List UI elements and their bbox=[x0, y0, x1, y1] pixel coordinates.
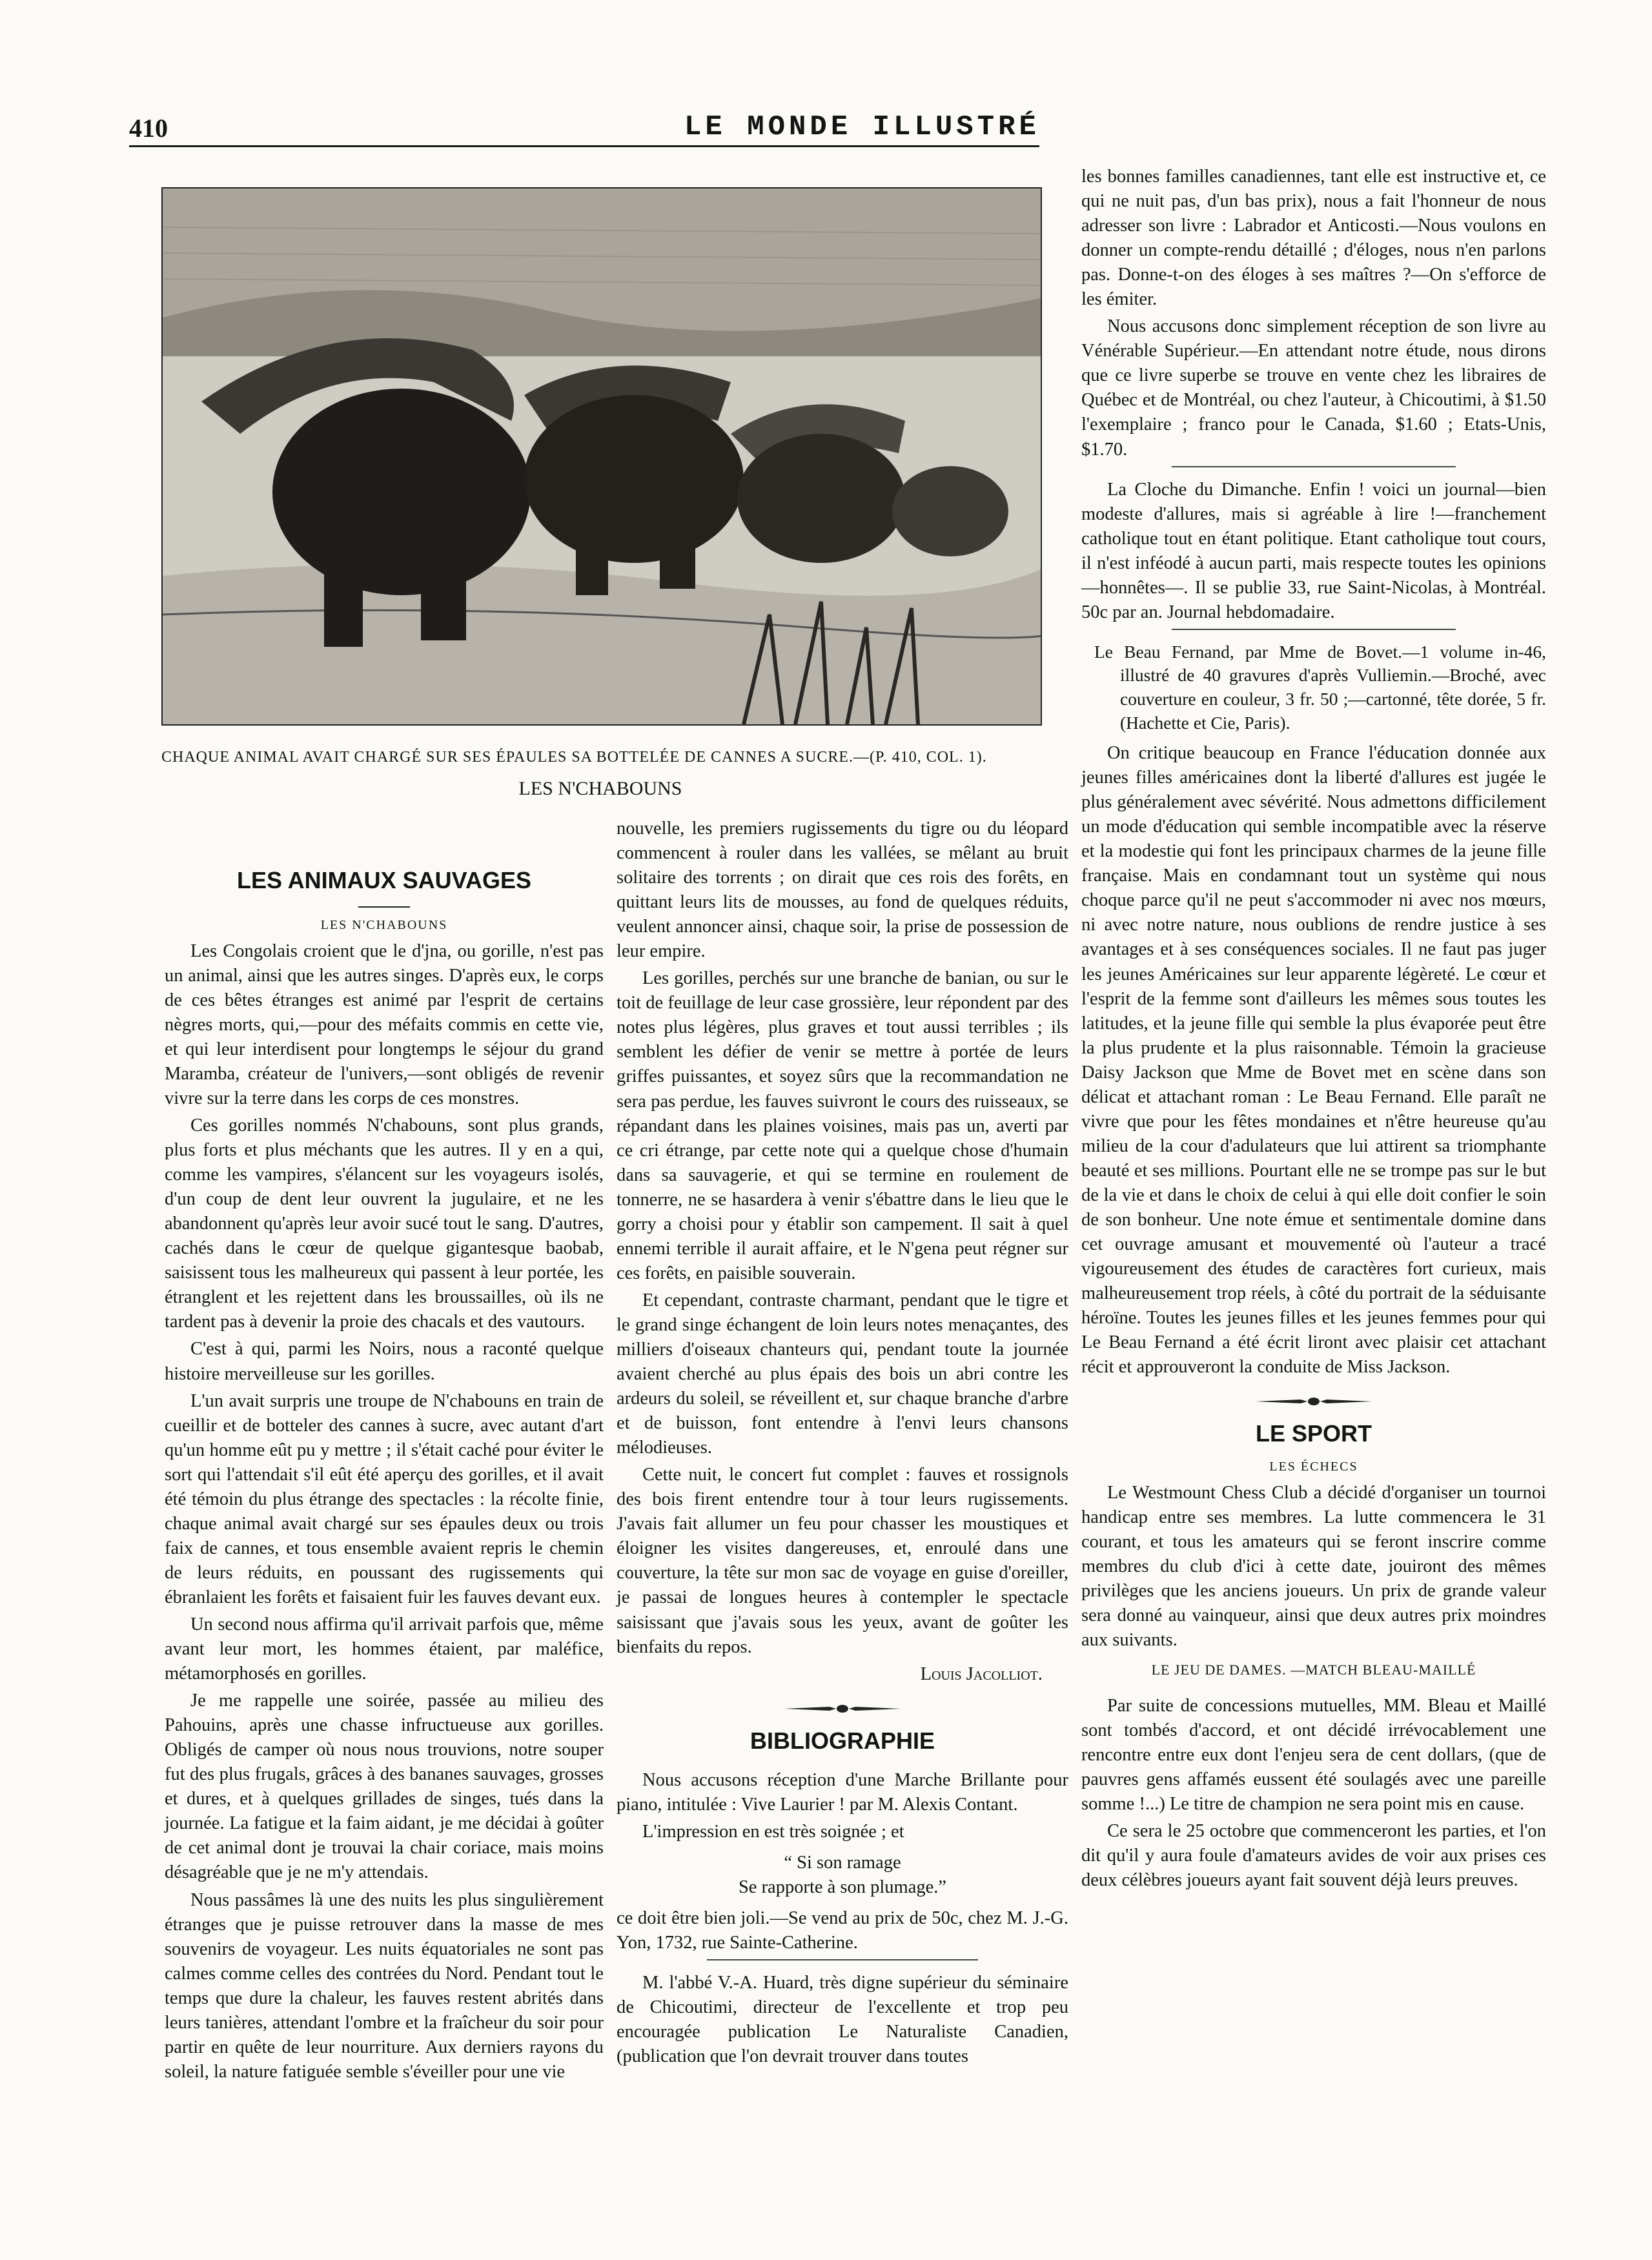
ornament-icon bbox=[1256, 1395, 1372, 1408]
column-3 bbox=[1081, 165, 1546, 1895]
ornament-icon bbox=[784, 1702, 901, 1715]
paragraph: Nous passâmes là une des nuits les plus singulièrement étranges que je puisse retrouver dans la masse de mes souvenirs de voyageur. Les nuits équatoriales ne sont pas calmes comme celles des contrées du Nord. Pendant tout le temps que dure la chaleur, les fauves restent abrités dans leurs tanières, attendant l'ombre et la fraîcheur du soir pour partir en quête de leur nourriture. Aux derniers rayons du soleil, la nature fatiguée semble s'éveiller pour une vie bbox=[165, 1889, 604, 2082]
paragraph: On critique beaucoup en France l'éducation donnée aux jeunes filles américaines dont la liberté d'allures est jugée le plus généralement avec sévérité. Nous admettons difficilement un mode d'éducation qui semble incompatible avec la réserve et la modestie qui font les principaux charmes de la jeune fille française. Mais en condamnant tout un système qui nous choque parce qu'il ne peut s'accommoder ni avec nos mœurs, ni avec notre nature, nous oublions de rendre justice à ses avantages et à ses conséquences sociales. Il ne faut pas juger les jeunes Américaines sur leur apparente légèreté. Le cœur et l'esprit de la femme sont d'ailleurs les mêmes sous toutes les latitudes, et la jeune fille qui semble la plus évaporée peut être la plus prudente et la plus raisonnable. Témoin la gracieuse Daisy Jackson que Mme de Bovet met en scène dans son délicat et attachant roman : Le Beau Fernand. Elle paraît ne vivre que pour les fêtes mondaines et n'être heureuse qu'au milieu de la cour d'adulateurs que lui attirent sa triomphante beauté et ses millions. Pourtant elle ne se trompe pas sur le but de la vie et dans le choix de celui à qui elle doit confier le soin de son bonheur. Une note émue et sentimentale domine dans cet ouvrage amusant et mouvementé où l'auteur a tracé vigoureusement des études de caractères fort curieux, mais malheureusement trop réels, à côté du portrait de la séduisante héroïne. Toutes les jeunes filles et les jeunes femmes pour qui Le Beau Fernand a été écrit liront avec plaisir cet attachant récit et approuveront la conduite de Miss Jackson. bbox=[1081, 743, 1546, 1378]
article-signature: Louis Jacolliot. bbox=[920, 1664, 1043, 1684]
paragraph: Les Congolais croient que le d'jna, ou gorille, n'est pas un animal, ainsi que les autres singes. D'après eux, le corps de ces bêtes étranges est animé par l'esprit de certains nègres morts, qui,—pour des méfaits commis en cette vie, et qui leur interdisent pour longtemps le séjour du grand Maramba, créateur de l'univers,—sont obligés de revenir vivre sur la terre dans les corps de ces monstres. bbox=[165, 941, 604, 1109]
paragraph: M. l'abbé V.-A. Huard, très digne supérieur du séminaire de Chicoutimi, directeur de l'excellente et trop peu encouragée publication Le Naturaliste Canadien, (publication que l'on devrait trouver dans toutes bbox=[617, 1973, 1068, 2067]
column-1 bbox=[165, 865, 604, 2087]
paragraph: Ce sera le 25 octobre que commenceront les parties, et l'on dit qu'il y aura foule d'amateurs avides de voir aux prises ces deux célèbres joueurs ayant fait souvent déjà leurs preuves. bbox=[1081, 1820, 1546, 1891]
paragraph: L'impression en est très soignée ; et bbox=[642, 1821, 904, 1842]
divider bbox=[707, 1959, 978, 1960]
header-rule bbox=[129, 145, 1039, 147]
column-2 bbox=[617, 817, 1068, 2072]
paragraph: C'est à qui, parmi les Noirs, nous a raconté quelque histoire merveilleuse sur les gorilles. bbox=[165, 1339, 604, 1384]
paragraph: les bonnes familles canadiennes, tant elle est instructive et, ce qui ne nuit pas, d'un bas prix), nous a fait l'honneur de nous adresser son livre : Labrador et Anticosti.—Nous voulons en donner un compte-rendu détaillé ; d'éloges, nous n'en parlons pas. Donne-t-on des éloges à ses maîtres ?—On s'efforce de les émiter. bbox=[1081, 167, 1546, 310]
paragraph: Et cependant, contraste charmant, pendant que le tigre et le grand singe échangent de loin leurs notes menaçantes, des milliers d'oiseaux chanteurs qui, pendant toute la journée avaient cherché au plus épais des bois un abri contre les ardeurs du soleil, se réveillent et, sur chaque branche d'arbre et de buisson, font entendre à l'envi leurs chansons mélodieuses. bbox=[617, 1290, 1068, 1458]
poem-line: “ Si son ramage bbox=[784, 1852, 901, 1873]
poem bbox=[617, 1851, 1068, 1900]
divider bbox=[1172, 629, 1456, 630]
page-number: 410 bbox=[129, 114, 168, 143]
paragraph: nouvelle, les premiers rugissements du tigre ou du léopard commencent à rouler dans les vallées, se mêlant au bruit solitaire des torrents ; on dirait que ces rois des forêts, en quittant leurs lits de mousses, au fond de quelques réduits, veulent annoncer ainsi, chaque soir, la prise de possession de leur empire. bbox=[617, 819, 1068, 962]
paragraph: Un second nous affirma qu'il arrivait parfois que, même avant leur mort, les hommes étaient, par maléfice, métamorphosés en gorilles. bbox=[165, 1614, 604, 1684]
article-title: LES ANIMAUX SAUVAGES bbox=[236, 867, 532, 893]
section-title: LE SPORT bbox=[1255, 1420, 1372, 1447]
ornament-divider bbox=[617, 1702, 1068, 1715]
paragraph: Par suite de concessions mutuelles, MM. Bleau et Maillé sont tombés d'accord, et ont décidé irrévocablement une rencontre entre eux dont l'enjeu sera de cent dollars, (que de pauvres gens affamés eussent été soulagés avec une pareille somme !...) Le titre de champion ne sera point mis en cause. bbox=[1081, 1695, 1546, 1814]
subheading: LE JEU DE DAMES. —MATCH BLEAU-MAILLÉ bbox=[1151, 1662, 1476, 1678]
paragraph: Nous accusons réception d'une Marche Brillante pour piano, intitulée : Vive Laurier ! par M. Alexis Contant. bbox=[617, 1769, 1068, 1815]
paragraph: Les gorilles, perchés sur une branche de banian, ou sur le toit de feuillage de leur case grossière, leur répondent par des notes plus légères, plus graves et tout aussi terribles ; ils semblent les défier de venir se mettre à portée de leurs griffes puissantes, et soyez sûrs que la recommandation ne sera pas perdue, les fauves suivront le cours des ruisseaux, se répandant dans les plaines voisines, mais pas un, averti par ce cri étrange, par cette note qui a quelque chose d'humain dans sa sauvagerie, et qui se termine en roulement de tonnerre, ne se hasardera à venir s'ébattre dans le lieu que le gorry a choisi pour y établir son campement. Il sait à quel ennemi terrible il aurait affaire, et le N'gena peut régner sur ces forêts, en paisible souverain. bbox=[617, 968, 1068, 1283]
image-subcaption: LES N'CHABOUNS bbox=[518, 778, 682, 799]
section-subtitle: LES ÉCHECS bbox=[1269, 1460, 1358, 1474]
gorillas-engraving bbox=[163, 188, 1041, 724]
book-review: Le Beau Fernand, par Mme de Bovet.—1 volume in-46, illustré de 40 gravures d'après Vulliemin.—Broché, avec couverture en couleur, 3 fr. 50 ;—cartonné, tête dorée, 5 fr. (Hachette et Cie, Paris). bbox=[1094, 641, 1546, 733]
poem-line: Se rapporte à son plumage.” bbox=[738, 1877, 947, 1897]
paragraph: Je me rappelle une soirée, passée au milieu des Pahouins, après une chasse infructueuse aux gorilles. Obligés de camper où nous nous trouvions, notre souper fut des plus frugals, grâces à des bananes sauvages, grosses et dures, et à quelques grillades de singes, tués dans la journée. La fatigue et la faim aidant, je me décidai à goûter de cet animal dont je trouvai la chair coriace, mais moins désagréable que je ne m'y attendais. bbox=[165, 1691, 604, 1883]
ornament-divider bbox=[1081, 1395, 1546, 1408]
paragraph: La Cloche du Dimanche. Enfin ! voici un journal—bien modeste d'allures, mais si agréable à lire !—franchement catholique tout en étant politique. Etant catholique tout cours, il n'est inféodé à aucun parti, mais respecte toutes les opinions—honnêtes—. Il se publie 33, rue Saint-Nicolas, à Montréal. 50c par an. Journal hebdomadaire. bbox=[1081, 479, 1546, 622]
paragraph: ce doit être bien joli.—Se vend au prix de 50c, chez M. J.-G. Yon, 1732, rue Sainte-Catherine. bbox=[617, 1908, 1068, 1953]
paragraph: Ces gorilles nommés N'chabouns, sont plus grands, plus forts et plus méchants que les autres. Il y en a qui, comme les vampires, s'élancent sur les voyageurs isolés, d'un coup de dent leur ouvrent la jugulaire, et ne les abandonnent qu'après leur avoir sucé tout le sang. D'autres, cachés dans le cœur de quelque gigantesque baobab, saisissent tous les malheureux qui passent à leur portée, les étranglent et les rejettent dans les broussailles, où ils ne tardent pas à devenir la proie des chacals et des vautours. bbox=[165, 1115, 604, 1332]
section-title: BIBLIOGRAPHIE bbox=[750, 1727, 935, 1754]
title-rule bbox=[358, 906, 410, 908]
journal-title: LE MONDE ILLUSTRÉ bbox=[684, 111, 1040, 143]
image-caption: CHAQUE ANIMAL AVAIT CHARGÉ SUR SES ÉPAULES SA BOTTELÉE DE CANNES A SUCRE.—(P. 410, COL. 1). bbox=[161, 749, 987, 766]
engraving-illustration bbox=[161, 187, 1042, 726]
divider bbox=[1172, 466, 1456, 467]
paragraph: L'un avait surpris une troupe de N'chabouns en train de cueillir et de botteler des cannes à sucre, avec autant d'art qu'un homme eût pu y mettre ; il s'était caché pour éviter le sort qui l'attendait s'il eût été aperçu des gorilles, et il avait été témoin du plus étrange des spectacles : la récolte finie, chaque animal avait chargé sur ses épaules deux ou trois faix de cannes, et tous ensemble avaient repris le chemin de leurs réduits, en poussant des rugissements qui ébranlaient les forêts et faisaient fuir les fauves devant eux. bbox=[165, 1390, 604, 1607]
paragraph: Le Westmount Chess Club a décidé d'organiser un tournoi handicap entre ses membres. La lutte commencera le 31 courant, et tous les amateurs qui se feront inscrire comme membres du club d'ici à cette date, jouiront des mêmes privilèges que les anciens joueurs. Un prix de grande valeur sera donné au vainqueur, ainsi que deux autres prix moindres aux suivants. bbox=[1081, 1483, 1546, 1651]
paragraph: Cette nuit, le concert fut complet : fauves et rossignols des bois firent entendre tour à tour leurs rugissements. J'avais fait allumer un feu pour chasser les moustiques et éloigner les visites dangereuses, et, enroulé dans une couverture, la tête sur mon sac de voyage en guise d'oreiller, je passai de longues heures à contempler le spectacle saisissant que j'avais sous les yeux, avant de goûter les bienfaits du repos. bbox=[617, 1465, 1068, 1657]
article-subtitle: LES N'CHABOUNS bbox=[320, 918, 448, 933]
paragraph: Nous accusons donc simplement réception de son livre au Vénérable Supérieur.—En attendant notre étude, nous dirons que ce livre superbe se trouve en vente chez les libraires de Québec et de Montréal, ou chez l'auteur, à Chicoutimi, à $1.50 l'exemplaire ; franco pour le Canada, $1.60 ; Etats-Unis, $1.70. bbox=[1081, 316, 1546, 460]
